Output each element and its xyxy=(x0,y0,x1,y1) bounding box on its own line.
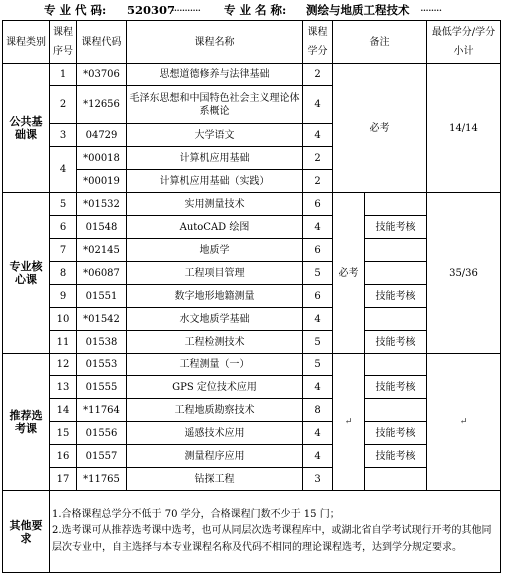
note-cell: 技能考核 xyxy=(365,376,427,399)
name-cell: 大学语文 xyxy=(127,124,303,147)
note-cell: 技能考核 xyxy=(365,445,427,468)
code-cell: *01532 xyxy=(77,193,127,216)
seq-cell: 3 xyxy=(50,124,77,147)
major-name-label: 专 业 名 称: xyxy=(224,3,287,17)
table-row xyxy=(3,64,501,86)
table-row xyxy=(3,262,501,285)
credit-cell: 4 xyxy=(303,308,333,331)
code-cell: *03706 xyxy=(77,64,127,86)
requirements-text xyxy=(50,491,501,573)
table-row xyxy=(3,422,501,445)
col-seq: 课程序号 xyxy=(50,21,77,64)
code-cell: 01555 xyxy=(77,376,127,399)
credit-cell: 6 xyxy=(303,285,333,308)
major-header xyxy=(0,0,505,20)
note-cell xyxy=(365,354,427,376)
credit-cell: 4 xyxy=(303,86,333,124)
name-cell: 实用测量技术 xyxy=(127,193,303,216)
credit-cell: 6 xyxy=(303,193,333,216)
seq-cell: 12 xyxy=(50,354,77,376)
table-row xyxy=(3,399,501,422)
note-cell: 技能考核 xyxy=(365,285,427,308)
col-code: 课程代码 xyxy=(77,21,127,64)
requirements-label: 其他要求 xyxy=(3,491,50,573)
requirement-item: 2.选考课可从推荐选考课中选考，也可从同层次选考课程库中，或湖北省自学考试现行开考的其他同层次专业中，自主选择与本专业课程名称及代码不相同的理论课程选考，达到学分规定要求。 xyxy=(52,525,492,553)
name-cell: 工程项目管理 xyxy=(127,262,303,285)
code-cell: 01556 xyxy=(77,422,127,445)
group-elective-remark: ↵ xyxy=(333,354,365,491)
col-name: 课程名称 xyxy=(127,21,303,64)
name-cell: 计算机应用基础 xyxy=(127,147,303,170)
seq-cell: 10 xyxy=(50,308,77,331)
group-core-min-credit: 35/36 xyxy=(427,193,501,354)
leader-dots: ········ xyxy=(420,3,442,17)
code-cell: 04729 xyxy=(77,124,127,147)
name-cell: 工程测量（一） xyxy=(127,354,303,376)
table-row xyxy=(3,285,501,308)
seq-cell: 16 xyxy=(50,445,77,468)
name-cell: 遥感技术应用 xyxy=(127,422,303,445)
credit-cell: 4 xyxy=(303,422,333,445)
table-row xyxy=(3,445,501,468)
leader-dots: ··········· xyxy=(171,3,201,17)
seq-cell: 9 xyxy=(50,285,77,308)
table-row xyxy=(3,216,501,239)
credit-cell: 4 xyxy=(303,445,333,468)
col-credit: 课程学分 xyxy=(303,21,333,64)
seq-cell: 14 xyxy=(50,399,77,422)
credit-cell: 2 xyxy=(303,170,333,193)
credit-cell: 6 xyxy=(303,239,333,262)
note-cell: 技能考核 xyxy=(365,422,427,445)
note-cell xyxy=(365,308,427,331)
code-cell: 01548 xyxy=(77,216,127,239)
seq-cell: 17 xyxy=(50,468,77,491)
seq-cell: 11 xyxy=(50,331,77,354)
name-cell: 地质学 xyxy=(127,239,303,262)
note-cell xyxy=(365,399,427,422)
name-cell: 数字地形地籍测量 xyxy=(127,285,303,308)
group-public-remark: 必考 xyxy=(333,64,427,193)
code-cell: 01538 xyxy=(77,331,127,354)
group-elective-label: 推荐选考课 xyxy=(3,354,50,491)
seq-cell: 1 xyxy=(50,64,77,86)
col-min-credit: 最低学分/学分小计 xyxy=(427,21,501,64)
seq-cell: 6 xyxy=(50,216,77,239)
requirement-item: 1.合格课程总学分不低于 70 学分，合格课程门数不少于 15 门； xyxy=(52,508,340,520)
note-cell xyxy=(365,239,427,262)
table-row xyxy=(3,193,501,216)
code-cell: *12656 xyxy=(77,86,127,124)
credit-cell: 5 xyxy=(303,262,333,285)
note-cell xyxy=(365,193,427,216)
note-cell: 技能考核 xyxy=(365,216,427,239)
code-cell: *01542 xyxy=(77,308,127,331)
note-cell xyxy=(365,468,427,491)
group-public-label: 公共基础课 xyxy=(3,64,50,193)
table-row xyxy=(3,331,501,354)
name-cell: GPS 定位技术应用 xyxy=(127,376,303,399)
col-remark: 备注 xyxy=(333,21,427,64)
major-name: 测绘与地质工程技术 xyxy=(306,3,410,17)
note-cell xyxy=(365,262,427,285)
credit-cell: 2 xyxy=(303,147,333,170)
name-cell: 测量程序应用 xyxy=(127,445,303,468)
name-cell: 毛泽东思想和中国特色社会主义理论体系概论 xyxy=(127,86,303,124)
table-row xyxy=(3,376,501,399)
seq-cell: 15 xyxy=(50,422,77,445)
seq-cell: 4 xyxy=(50,147,77,193)
code-cell: 01553 xyxy=(77,354,127,376)
group-elective-min-credit: ↵ xyxy=(427,354,501,491)
credit-cell: 8 xyxy=(303,399,333,422)
code-cell: 01551 xyxy=(77,285,127,308)
table-row xyxy=(3,239,501,262)
group-core-remark: 必考 xyxy=(333,193,365,354)
major-code: 520307 xyxy=(127,3,176,17)
credit-cell: 5 xyxy=(303,331,333,354)
name-cell: AutoCAD 绘图 xyxy=(127,216,303,239)
col-category: 课程类别 xyxy=(3,21,50,64)
seq-cell: 13 xyxy=(50,376,77,399)
seq-cell: 2 xyxy=(50,86,77,124)
group-public-min-credit: 14/14 xyxy=(427,64,501,193)
table-row xyxy=(3,308,501,331)
code-cell: *11764 xyxy=(77,399,127,422)
note-cell: 技能考核 xyxy=(365,331,427,354)
name-cell: 思想道德修养与法律基础 xyxy=(127,64,303,86)
code-cell: *00018 xyxy=(77,147,127,170)
credit-cell: 4 xyxy=(303,124,333,147)
credit-cell: 5 xyxy=(303,354,333,376)
requirements-row xyxy=(3,491,501,573)
credit-cell: 2 xyxy=(303,64,333,86)
seq-cell: 5 xyxy=(50,193,77,216)
name-cell: 计算机应用基础（实践） xyxy=(127,170,303,193)
name-cell: 钻探工程 xyxy=(127,468,303,491)
header-row xyxy=(3,21,501,64)
seq-cell: 7 xyxy=(50,239,77,262)
code-cell: 01557 xyxy=(77,445,127,468)
name-cell: 水文地质学基础 xyxy=(127,308,303,331)
seq-cell: 8 xyxy=(50,262,77,285)
credit-cell: 3 xyxy=(303,468,333,491)
name-cell: 工程地质勘察技术 xyxy=(127,399,303,422)
code-cell: *11765 xyxy=(77,468,127,491)
major-code-label: 专 业 代 码: xyxy=(44,3,107,17)
code-cell: *06087 xyxy=(77,262,127,285)
course-table xyxy=(2,20,501,573)
name-cell: 工程检测技术 xyxy=(127,331,303,354)
credit-cell: 4 xyxy=(303,216,333,239)
group-core-label: 专业核心课 xyxy=(3,193,50,354)
table-row xyxy=(3,468,501,491)
code-cell: *00019 xyxy=(77,170,127,193)
credit-cell: 4 xyxy=(303,376,333,399)
code-cell: *02145 xyxy=(77,239,127,262)
table-row xyxy=(3,354,501,376)
